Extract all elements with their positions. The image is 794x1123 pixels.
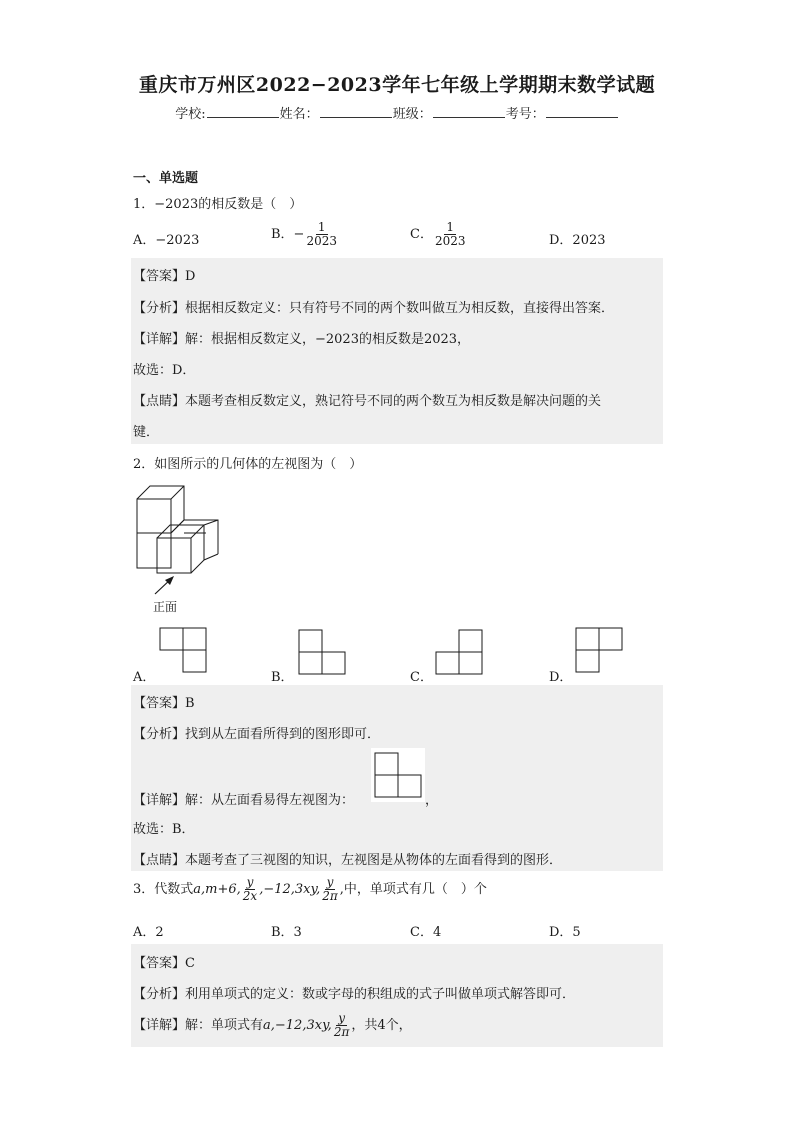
q3-option-b: B．3 (271, 925, 302, 940)
q2-analysis: 【分析】找到从左面看所得到的图形即可． (133, 727, 381, 742)
number-blank[interactable] (546, 105, 618, 118)
q3-detail (133, 1012, 412, 1039)
q3-expr-2: ,−12,3xy, (259, 882, 321, 897)
fraction-numerator: 1 (446, 220, 455, 234)
q1-detail: 【详解】解：根据相反数定义，−2023的相反数是2023， (133, 332, 471, 347)
section-heading: 一、单选题 (133, 171, 199, 186)
q2-option-c-figure (435, 629, 485, 677)
q2-detail-tail: ， (425, 793, 439, 808)
class-label: 班级： (392, 107, 432, 122)
number-label: 考号： (505, 107, 545, 122)
fraction-denominator: 2023 (434, 234, 466, 248)
q1-choice: 故选：D． (133, 363, 196, 378)
q3-fraction-2 (320, 876, 340, 903)
q1-option-d: D．2023 (549, 233, 606, 248)
q3-stem-prefix: 3．代数式 (133, 882, 194, 897)
q1-solution-box (131, 258, 663, 444)
name-label: 姓名： (279, 107, 319, 122)
q3-option-d: D．5 (549, 925, 581, 940)
q3-option-c: C．4 (410, 925, 442, 940)
q3-fraction-1 (241, 876, 259, 903)
q3-analysis: 【分析】利用单项式的定义：数或字母的积组成的式子叫做单项式解答即可． (133, 987, 576, 1002)
q1-option-c-fraction (433, 221, 468, 248)
q1-analysis: 【分析】根据相反数定义：只有符号不同的两个数叫做互为相反数，直接得出答案． (133, 301, 615, 316)
q2-option-b: B． (271, 670, 294, 685)
q1-option-b (271, 221, 339, 248)
q2-option-d-figure (575, 627, 625, 675)
fraction-denominator: 2π (333, 1025, 350, 1039)
q1-option-c-label: C． (410, 227, 433, 242)
q3-detail-expr: a,−12,3xy, (263, 1018, 332, 1033)
q2-stem: 2．如图所示的几何体的左视图为（ ） (133, 457, 363, 472)
q1-option-b-fraction (304, 221, 339, 248)
q1-option-c (410, 221, 468, 248)
q2-comment: 【点睛】本题考查了三视图的知识，左视图是从物体的左面看得到的图形． (133, 853, 563, 868)
q3-stem-suffix: ,中，单项式有几（ ）个 (339, 882, 487, 897)
front-label: 正面 (153, 600, 178, 614)
q2-choice: 故选：B． (133, 822, 195, 837)
q2-answer: 【答案】B (133, 696, 195, 711)
q2-option-a-figure (159, 627, 209, 675)
q2-detail: 【详解】解：从左面看易得左视图为： (133, 793, 355, 808)
q2-option-d: D． (549, 670, 573, 685)
q3-option-a: A．2 (133, 925, 164, 940)
q2-solid-figure (130, 482, 230, 612)
q1-option-b-label: B．− (271, 227, 305, 242)
q2-detail-figure (374, 752, 424, 800)
student-info-line (0, 103, 794, 122)
school-label: 学校: (175, 107, 206, 122)
q1-comment-cont: 键． (133, 425, 160, 440)
fraction-denominator: 2023 (306, 234, 337, 248)
q2-option-c: C． (410, 670, 433, 685)
q3-detail-prefix: 【详解】解：单项式有 (133, 1018, 264, 1033)
q2-option-b-figure (298, 629, 348, 677)
fraction-denominator: 2π (322, 889, 338, 903)
fraction-numerator: y (326, 875, 334, 889)
q3-answer: 【答案】C (133, 956, 195, 971)
q1-stem: 1．−2023的相反数是（ ） (133, 197, 303, 212)
fraction-numerator: y (338, 1011, 345, 1025)
class-blank[interactable] (433, 105, 505, 118)
fraction-numerator: 1 (317, 220, 326, 234)
q1-option-a: A．−2023 (133, 233, 200, 248)
page-title: 重庆市万州区2022−2023学年七年级上学期期末数学试题 (138, 74, 656, 96)
fraction-denominator: 2x (242, 889, 258, 903)
q3-expr-1: a,m+6, (193, 882, 241, 897)
q2-option-a: A． (133, 670, 156, 685)
q1-comment: 【点睛】本题考查相反数定义，熟记符号不同的两个数互为相反数是解决问题的关 (133, 394, 602, 409)
q3-detail-suffix: ，共4个， (351, 1018, 412, 1033)
school-blank[interactable] (207, 105, 279, 118)
name-blank[interactable] (320, 105, 392, 118)
q3-detail-fraction (332, 1012, 352, 1039)
q3-stem (133, 876, 487, 903)
q1-answer: 【答案】D (133, 269, 196, 284)
fraction-numerator: y (246, 875, 254, 889)
